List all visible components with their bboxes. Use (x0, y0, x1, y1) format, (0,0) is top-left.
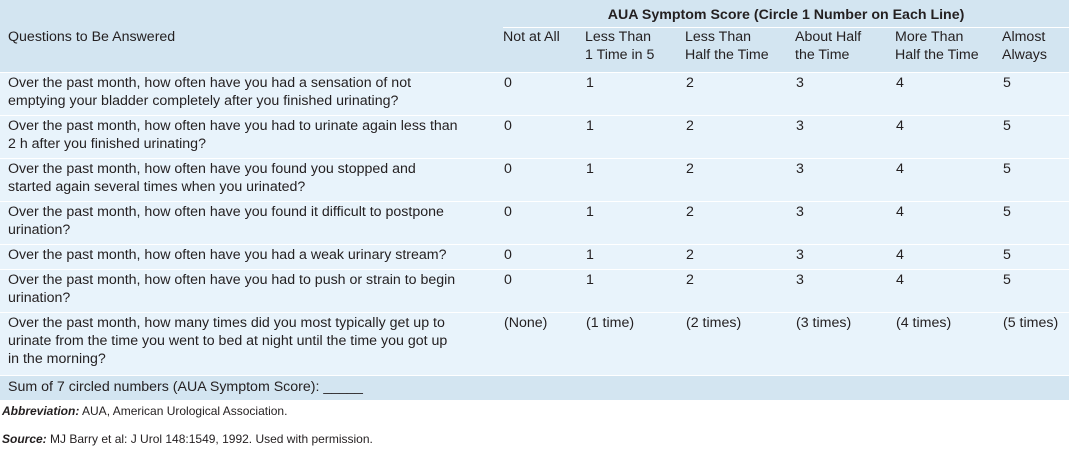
score-cell: 0 (503, 159, 585, 202)
score-cell: 4 (895, 245, 1002, 270)
question-line: urination? (8, 222, 71, 238)
column-header-line: Less Than (685, 29, 751, 45)
question-cell (0, 245, 503, 270)
sum-label: Sum of 7 circled numbers (AUA Symptom Score): _____ (0, 376, 1069, 401)
score-cell: (2 times) (685, 313, 795, 376)
score-cell: 4 (895, 270, 1002, 313)
abbreviation-note (2, 404, 287, 418)
question-cell (0, 270, 503, 313)
score-cell: 1 (585, 159, 685, 202)
score-cell: 3 (795, 73, 895, 116)
score-cell: 5 (1002, 159, 1069, 202)
question-line: Over the past month, how often have you found it difficult to postpone (8, 204, 444, 220)
table-row (0, 202, 1069, 245)
question-cell (0, 202, 503, 245)
group-header: AUA Symptom Score (Circle 1 Number on Each Line) (503, 0, 1069, 28)
score-cell: (4 times) (895, 313, 1002, 376)
column-header-line: 1 Time in 5 (585, 47, 655, 63)
column-header-line: Half the Time (895, 47, 979, 63)
score-cell: 1 (585, 270, 685, 313)
question-line: Over the past month, how often have you had to push or strain to begin (8, 272, 456, 288)
question-line: Over the past month, how often have you had to urinate again less than (8, 118, 458, 134)
score-cell: (5 times) (1002, 313, 1069, 376)
column-header-about-half (795, 28, 895, 73)
score-cell: 2 (685, 159, 795, 202)
column-header-less-than-half (685, 28, 795, 73)
abbreviation-label: Abbreviation: (2, 404, 80, 418)
score-cell: 3 (795, 159, 895, 202)
table-row (0, 270, 1069, 313)
header-blank-cell (0, 0, 503, 28)
source-text: MJ Barry et al: J Urol 148:1549, 1992. Used with permission. (46, 432, 373, 446)
question-line: Over the past month, how often have you found you stopped and (8, 161, 416, 177)
score-cell: 5 (1002, 116, 1069, 159)
question-line: urination? (8, 290, 71, 306)
question-cell (0, 159, 503, 202)
column-header-less-than-1-in-5 (585, 28, 685, 73)
score-cell: 2 (685, 245, 795, 270)
column-header-line: the Time (795, 47, 850, 63)
abbreviation-text: AUA, American Urological Association. (79, 404, 288, 418)
column-header-line: About Half (795, 29, 862, 45)
score-cell: 2 (685, 202, 795, 245)
column-header-more-than-half (895, 28, 1002, 73)
score-cell: 3 (795, 202, 895, 245)
score-cell: 3 (795, 270, 895, 313)
score-cell: 0 (503, 202, 585, 245)
question-column-header: Questions to Be Answered (0, 28, 503, 73)
score-cell: 2 (685, 270, 795, 313)
score-cell: 4 (895, 159, 1002, 202)
score-cell: (None) (503, 313, 585, 376)
table-row (0, 73, 1069, 116)
source-label: Source: (2, 432, 47, 446)
score-cell: 3 (795, 245, 895, 270)
score-cell: 2 (685, 116, 795, 159)
score-cell: (3 times) (795, 313, 895, 376)
table-row (0, 245, 1069, 270)
column-header-almost-always (1002, 28, 1069, 73)
column-header-line: Always (1002, 47, 1047, 63)
question-line: emptying your bladder completely after you finished urinating? (8, 93, 399, 109)
question-line: in the morning? (8, 351, 106, 367)
score-cell: 0 (503, 116, 585, 159)
question-line: 2 h after you finished urinating? (8, 136, 206, 152)
score-cell: 5 (1002, 245, 1069, 270)
score-cell: 0 (503, 270, 585, 313)
score-cell: 0 (503, 245, 585, 270)
score-cell: 4 (895, 73, 1002, 116)
column-header-not-at-all (503, 28, 585, 73)
sum-row (0, 376, 1069, 401)
score-cell: 4 (895, 116, 1002, 159)
column-header-line: Almost (1002, 29, 1046, 45)
score-cell: 5 (1002, 202, 1069, 245)
question-cell (0, 313, 503, 376)
column-header-line: Half the Time (685, 47, 769, 63)
question-line: started again several times when you urinated? (8, 179, 306, 195)
table-row (0, 313, 1069, 376)
question-line: Over the past month, how many times did you most typically get up to (8, 315, 445, 331)
question-line: Over the past month, how often have you had a weak urinary stream? (8, 247, 447, 263)
question-cell (0, 116, 503, 159)
table-row (0, 159, 1069, 202)
score-cell: 2 (685, 73, 795, 116)
score-cell: 1 (585, 202, 685, 245)
score-cell: 1 (585, 116, 685, 159)
score-cell: 4 (895, 202, 1002, 245)
column-header-line: Not at All (503, 29, 560, 45)
question-line: urinate from the time you went to bed at night until the time you got up (8, 333, 448, 349)
score-cell: 5 (1002, 73, 1069, 116)
question-cell (0, 73, 503, 116)
score-cell: (1 time) (585, 313, 685, 376)
table-row (0, 116, 1069, 159)
column-header-line: Less Than (585, 29, 651, 45)
score-cell: 0 (503, 73, 585, 116)
question-line: Over the past month, how often have you had a sensation of not (8, 75, 412, 91)
score-cell: 1 (585, 73, 685, 116)
score-cell: 1 (585, 245, 685, 270)
score-cell: 5 (1002, 270, 1069, 313)
column-header-line: More Than (895, 29, 964, 45)
source-note (2, 432, 373, 446)
score-cell: 3 (795, 116, 895, 159)
